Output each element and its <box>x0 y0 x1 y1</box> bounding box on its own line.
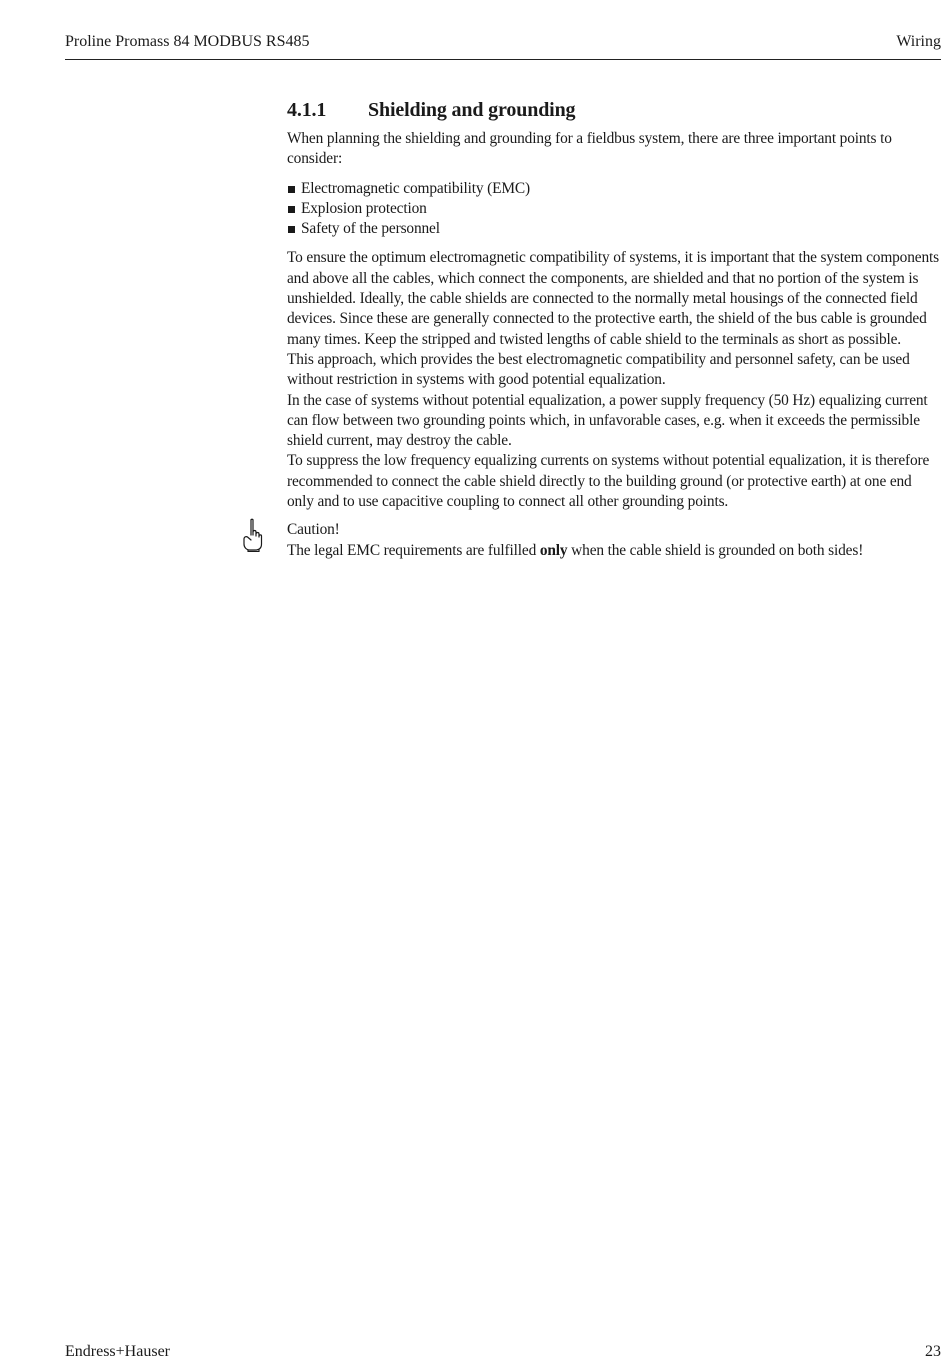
body-paragraph: To suppress the low frequency equalizing currents on systems without potential equalization, it is therefore recommended to connect the cable shield directly to the building ground (or protective earth) at one end only and to use capacitive coupling to connect all other grounding points. <box>287 452 930 511</box>
header-section-name: Wiring <box>896 33 941 50</box>
body-paragraph: This approach, which provides the best electromagnetic compatibility and personnel safety, can be used without restriction in systems with good potential equalization. <box>287 350 910 389</box>
caution-note <box>287 520 941 561</box>
caution-text-after: when the cable shield is grounded on both sides! <box>567 541 864 559</box>
list-item-text: Electromagnetic compatibility (EMC) <box>301 179 530 197</box>
caution-text <box>287 541 941 561</box>
section-title: Shielding and grounding <box>368 99 576 121</box>
header-divider <box>65 59 941 60</box>
list-item <box>287 179 941 199</box>
header-document-title: Proline Promass 84 MODBUS RS485 <box>65 33 310 50</box>
body-paragraph: In the case of systems without potential equalization, a power supply frequency (50 Hz) equalizing current can flow between two grounding points which, in unfavorable cases, e.g. when it exceeds the permissible shield current, may destroy the cable. <box>287 391 928 450</box>
footer-company: Endress+Hauser <box>65 1343 170 1360</box>
square-bullet-icon <box>288 186 295 193</box>
page-content <box>287 97 941 561</box>
section-heading <box>287 97 941 123</box>
considerations-list <box>287 179 941 240</box>
list-item <box>287 199 941 219</box>
footer-page-number: 23 <box>925 1343 941 1360</box>
body-text <box>287 248 941 512</box>
caution-text-before: The legal EMC requirements are fulfilled <box>287 541 540 559</box>
square-bullet-icon <box>288 226 295 233</box>
list-item <box>287 219 941 239</box>
square-bullet-icon <box>288 206 295 213</box>
pointing-hand-icon <box>241 518 263 552</box>
list-item-text: Safety of the personnel <box>301 220 440 238</box>
caution-heading: Caution! <box>287 521 340 539</box>
body-paragraph: To ensure the optimum electromagnetic compatibility of systems, it is important that the system components and above all the cables, which connect the components, are shielded and that no portion of the system is unshielded. Ideally, the cable shields are connected to the normally metal housings of the connected field devices. Since these are generally connected to the protective earth, the shield of the bus cable is grounded many times. Keep the stripped and twisted lengths of cable shield to the terminals as short as possible. <box>287 249 939 348</box>
intro-paragraph: When planning the shielding and grounding for a fieldbus system, there are three important points to consider: <box>287 130 892 168</box>
caution-text-emphasis: only <box>539 541 568 559</box>
section-number: 4.1.1 <box>287 99 327 121</box>
list-item-text: Explosion protection <box>301 199 427 217</box>
